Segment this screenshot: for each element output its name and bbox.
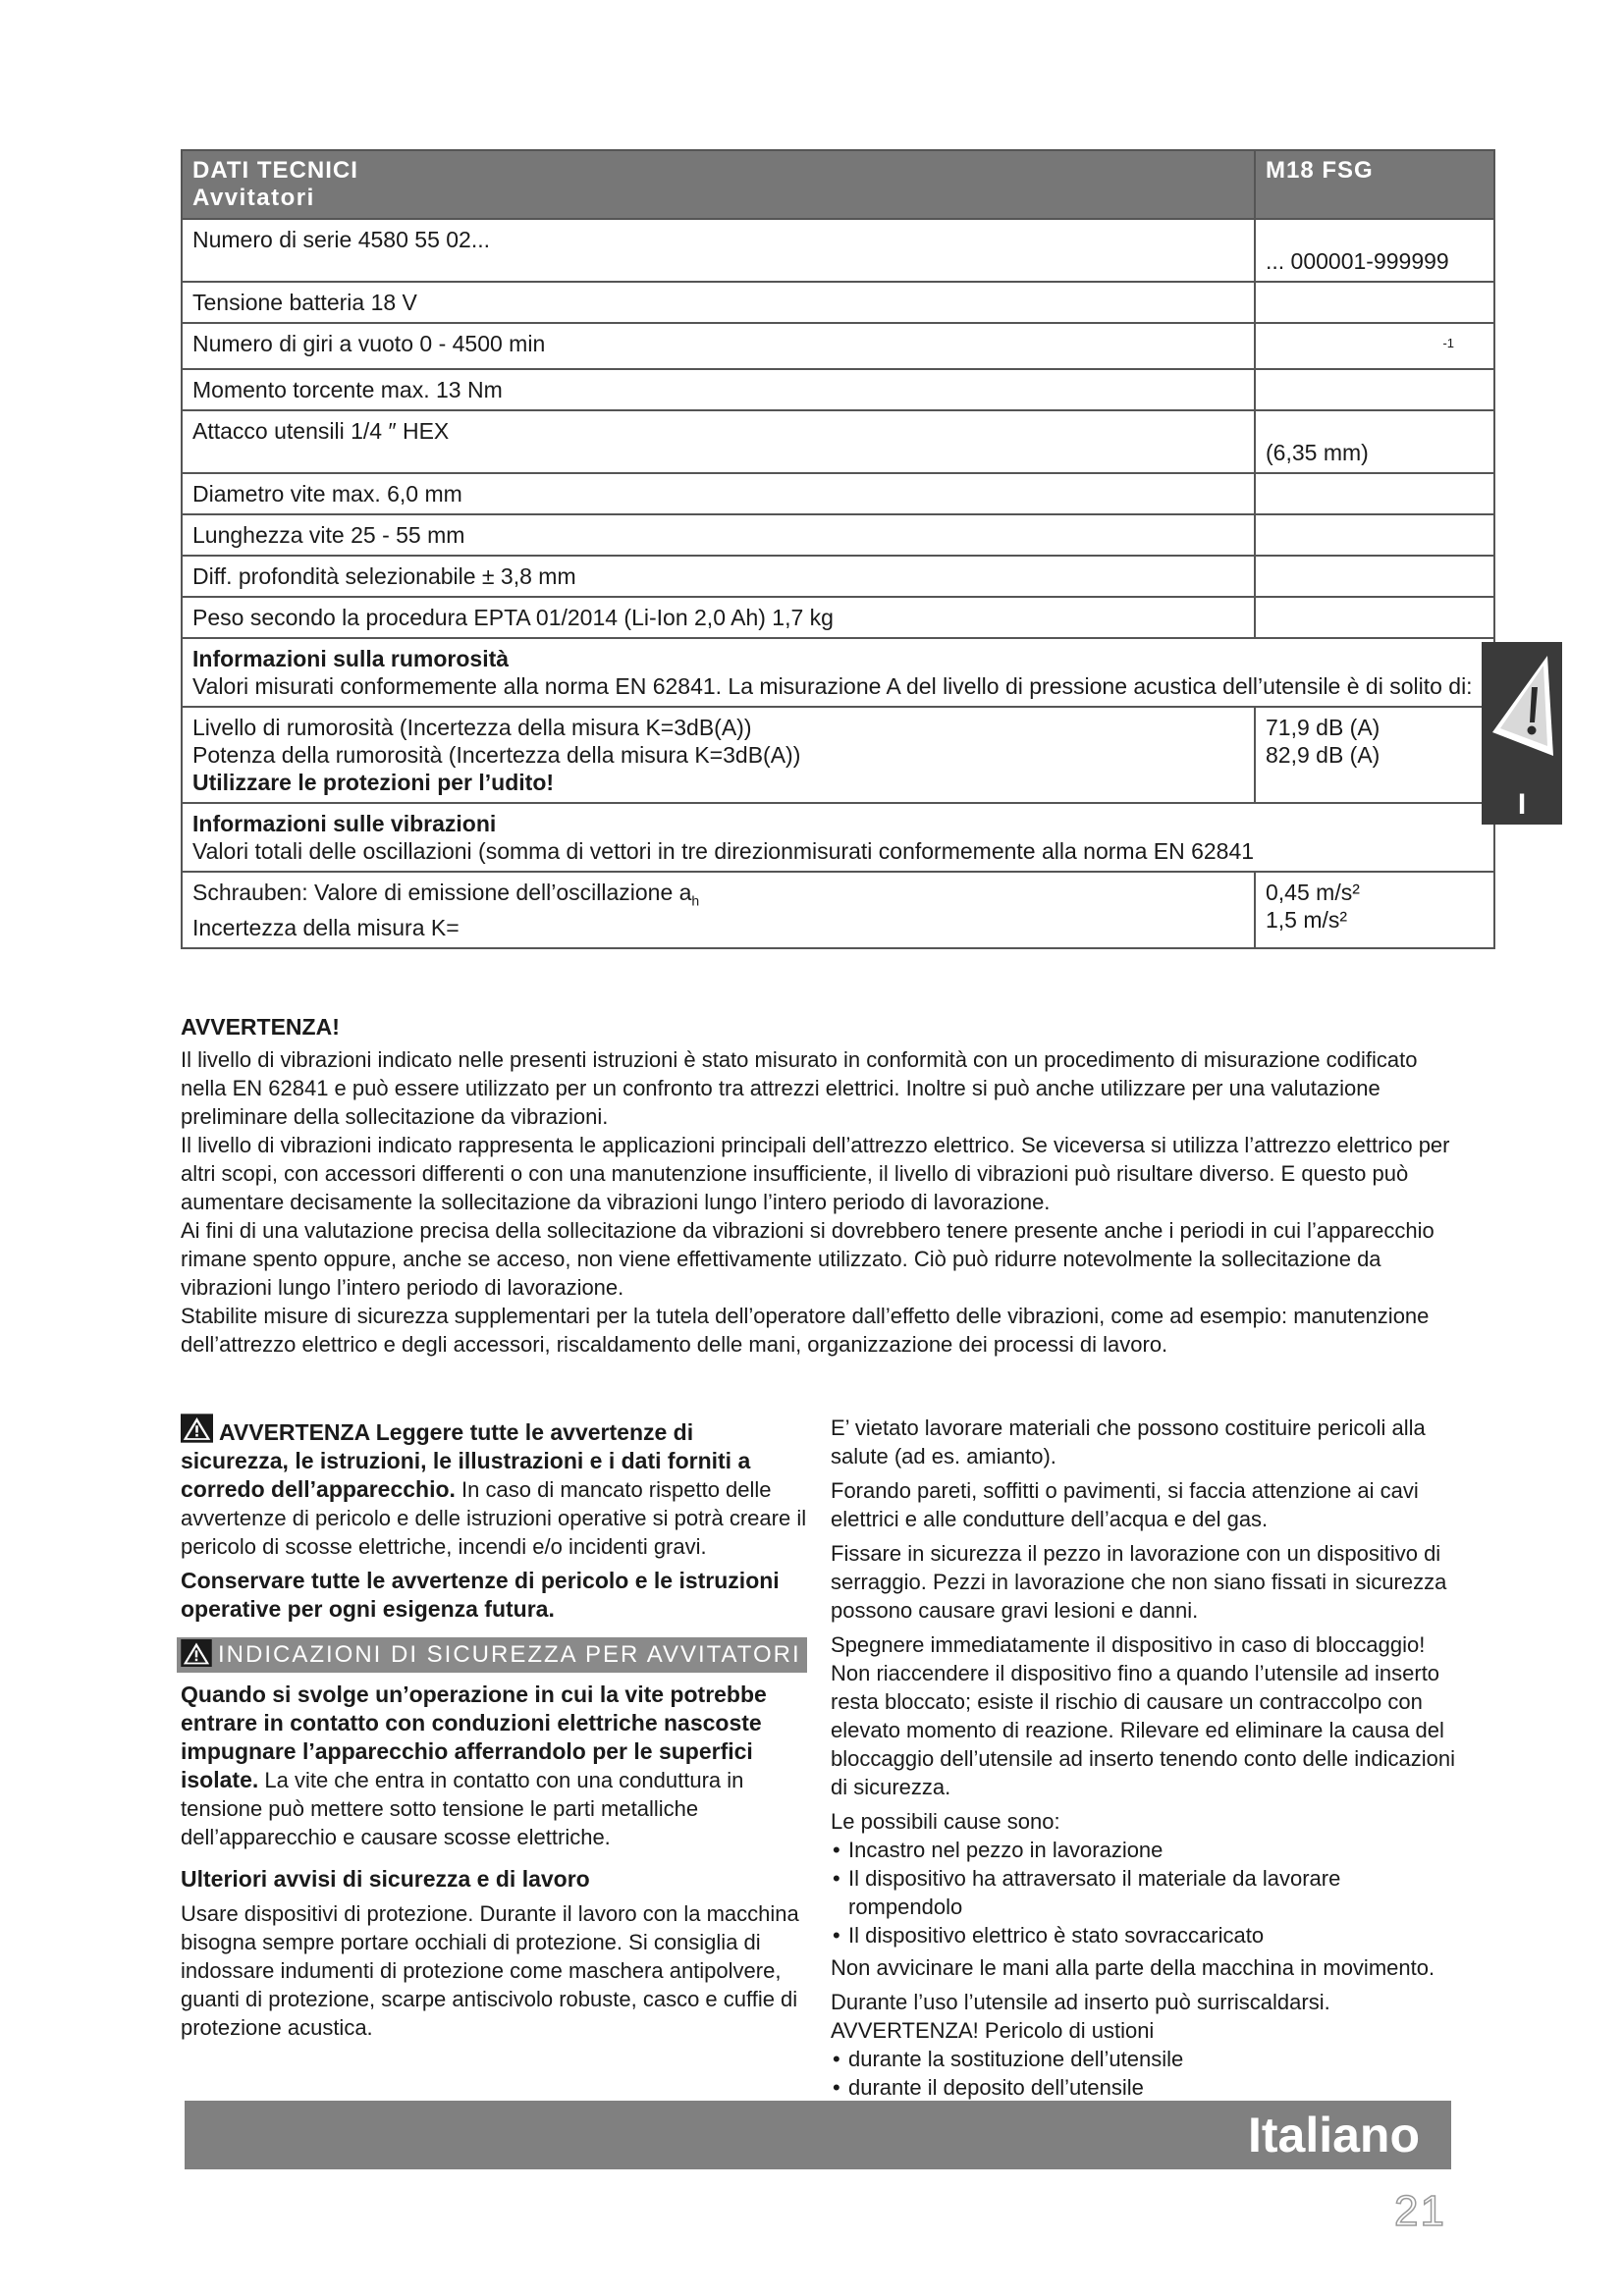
row-value: -1: [1442, 336, 1454, 350]
noise-desc-row: [182, 638, 1494, 707]
causes-intro: Le possibili cause sono:: [831, 1809, 1060, 1834]
noise-values-row: [182, 707, 1494, 803]
table-row: [182, 597, 1494, 638]
row-value: ... 000001-999999: [1255, 219, 1494, 282]
warning-paragraph: Il livello di vibrazioni indicato rappresenta le applicazioni principali dell’attrezzo elettrico. Se viceversa si utilizza l’attrezzo elettrico per altri scopi, con accessori differenti o con una manutenzione insufficiente, il livello di vibrazioni può risultare diverso. E questo può aumentare decisamente la sollecitazione da vibrazioni lungo l’intero periodo di lavorazione.: [181, 1133, 1450, 1214]
row-label: Lunghezza vite 25 - 55 mm: [182, 514, 1255, 556]
keep-instructions: Conservare tutte le avvertenze di pericolo e le istruzioni operative per ogni esigenza futura.: [181, 1568, 780, 1622]
row-label: Attacco utensili 1/4 ″ HEX: [182, 410, 1255, 473]
table-title: DATI TECNICI: [192, 157, 358, 184]
row-value: [1255, 473, 1494, 514]
vibration-warning: [181, 1013, 1452, 1359]
row-label: Momento torcente max. 13 Nm: [182, 369, 1255, 410]
vibration-uncertainty-value: 1,5 m/s²: [1266, 906, 1348, 933]
table-row: [182, 410, 1494, 473]
table-subtitle: Avvitatori: [192, 185, 315, 211]
paragraph: E’ vietato lavorare materiali che possono costituire pericoli alla salute (ad es. amianto).: [831, 1415, 1426, 1468]
footer-bar: [185, 2101, 1451, 2169]
vibration-desc: Valori totali delle oscillazioni (somma di vettori in tre direzionmisurati conformemente alla norma EN 62841: [192, 837, 1255, 864]
paragraph: Fissare in sicurezza il pezzo in lavorazione con un dispositivo di serraggio. Pezzi in lavorazione che non siano fissati in sicurezza possono causare gravi lesioni e danni.: [831, 1541, 1447, 1623]
right-column: [831, 1414, 1459, 2106]
causes-list: [831, 1836, 1459, 1949]
vibration-uncertainty-label: Incertezza della misura K=: [192, 915, 460, 941]
vibration-desc-row: [182, 803, 1494, 872]
page-number: 21: [1394, 2187, 1446, 2235]
row-label: Numero di serie 4580 55 02...: [182, 219, 1255, 282]
table-row: [182, 369, 1494, 410]
paragraph: Spegnere immediatamente il dispositivo in caso di bloccaggio! Non riaccendere il dispositivo fino a quando l’utensile ad inserto resta bloccato; esiste il rischio di causare un contraccolpo con elevato momento di reazione. Rilevare ed eliminare la causa del bloccaggio dell’utensile ad inserto tenendo conto delle indicazioni di sicurezza.: [831, 1632, 1455, 1799]
table-header-row: [182, 150, 1494, 219]
row-value: [1255, 369, 1494, 410]
safety-instruction: [181, 1681, 807, 1851]
safety-section-band: [177, 1637, 807, 1673]
list-item: • Incastro nel pezzo in lavorazione: [831, 1836, 1459, 1864]
vibration-values-row: [182, 872, 1494, 949]
general-warning-text: In caso di mancato rispetto delle avvertenze di pericolo e delle istruzioni operative si potrà creare il pericolo di scosse elettriche, incendi e/o incidenti gravi.: [181, 1477, 807, 1559]
protection-paragraph: Usare dispositivi di protezione. Durante il lavoro con la macchina bisogna sempre portare occhiali di protezione. Si consiglia di indossare indumenti di protezione come maschera antipolvere, guanti di protezione, scarpe antiscivolo robuste, casco e cuffie di protezione acustica.: [181, 1901, 799, 2040]
table-model: M18 FSG: [1255, 150, 1494, 219]
ear-protection-note: Utilizzare le protezioni per l’udito!: [192, 769, 555, 795]
table-row: [182, 323, 1494, 369]
table-row: [182, 282, 1494, 323]
row-label: Numero di giri a vuoto 0 - 4500 min: [182, 323, 1255, 369]
safety-bold: Quando si svolge un’operazione in cui la vite potrebbe entrare in contatto con conduzioni elettriche nascoste impugnare l’apparecchio afferrandolo per le superfici isolate.: [181, 1682, 767, 1792]
warning-triangle-icon: [181, 1639, 212, 1667]
table-row: [182, 473, 1494, 514]
table-row: [182, 556, 1494, 597]
table-row: [182, 514, 1494, 556]
row-value: [1255, 556, 1494, 597]
vibration-subscript: h: [691, 892, 700, 909]
row-value: [1255, 514, 1494, 556]
table-row: [182, 219, 1494, 282]
warning-paragraph: Ai fini di una valutazione precisa della sollecitazione da vibrazioni si dovrebbero tenere presente anche i periodi in cui l’apparecchio rimane spento oppure, anche se acceso, non viene effettivamente utilizzato. Ciò può ridurre notevolmente la sollecitazione da vibrazioni lungo l’intero periodo di lavorazione.: [181, 1218, 1435, 1300]
warning-exclamation-icon: [1489, 648, 1557, 764]
paragraph: Durante l’uso l’utensile ad inserto può surriscaldarsi.: [831, 1990, 1330, 2014]
noise-power-value: 82,9 dB (A): [1266, 741, 1380, 768]
noise-title: Informazioni sulla rumorosità: [192, 645, 510, 671]
noise-desc: Valori misurati conformemente alla norma EN 62841. La misurazione A del livello di pressione acustica dell’utensile è di solito di:: [192, 672, 1473, 699]
row-value: [1255, 597, 1494, 638]
table-header-cell: [182, 150, 1255, 219]
language-letter: I: [1517, 788, 1527, 821]
general-warning-bold: AVVERTENZA Leggere tutte le avvertenze di sicurezza, le istruzioni, le illustrazioni e i dati forniti a corredo dell’apparecchio.: [181, 1419, 751, 1502]
row-label: Peso secondo la procedura EPTA 01/2014 (Li-Ion 2,0 Ah) 1,7 kg: [182, 597, 1255, 638]
paragraph: Forando pareti, soffitti o pavimenti, si faccia attenzione ai cavi elettrici e alle condutture dell’acqua e del gas.: [831, 1478, 1419, 1531]
vibration-emission-label: Schrauben: Valore di emissione dell’oscillazione a: [192, 879, 692, 905]
left-column: [181, 1414, 807, 2048]
row-label: Tensione batteria 18 V: [182, 282, 1255, 323]
noise-power-label: Potenza della rumorosità (Incertezza della misura K=3dB(A)): [192, 741, 801, 768]
list-item: • Il dispositivo ha attraversato il materiale da lavorare rompendolo: [831, 1864, 1459, 1921]
warning-heading: AVVERTENZA!: [181, 1014, 340, 1040]
footer-language: Italiano: [1247, 2108, 1420, 2163]
burn-warning: AVVERTENZA! Pericolo di ustioni: [831, 2018, 1155, 2043]
noise-level-value: 71,9 dB (A): [1266, 714, 1380, 740]
safety-section-title: INDICAZIONI DI SICUREZZA PER AVVITATORI: [218, 1641, 801, 1668]
list-item: • durante il deposito dell’utensile: [831, 2073, 1459, 2102]
list-item: • durante la sostituzione dell’utensile: [831, 2045, 1459, 2073]
burn-list: [831, 2045, 1459, 2102]
warning-paragraph: Il livello di vibrazioni indicato nelle presenti istruzioni è stato misurato in conformità con un procedimento di misurazione codificato nella EN 62841 e può essere utilizzato per un confronto tra attrezzi elettrici. Inoltre si può anche utilizzare per una valutazione preliminare della sollecitazione da vibrazioni.: [181, 1047, 1418, 1129]
row-value: [1255, 282, 1494, 323]
row-label: Diametro vite max. 6,0 mm: [182, 473, 1255, 514]
row-label: Diff. profondità selezionabile ± 3,8 mm: [182, 556, 1255, 597]
noise-level-label: Livello di rumorosità (Incertezza della misura K=3dB(A)): [192, 714, 752, 740]
tech-data-table: [181, 149, 1495, 949]
warning-paragraph: Stabilite misure di sicurezza supplementari per la tutela dell’operatore dall’effetto delle vibrazioni, come ad esempio: manutenzione dell’attrezzo elettrico e degli accessori, riscaldamento delle mani, organizzazione dei processi di lavoro.: [181, 1304, 1430, 1357]
further-warnings-heading: Ulteriori avvisi di sicurezza e di lavoro: [181, 1866, 590, 1892]
general-warning: [181, 1414, 807, 1561]
safety-text: La vite che entra in contatto con una conduttura in tensione può mettere sotto tensione le parti metalliche dell’apparecchio e causare scosse elettriche.: [181, 1768, 744, 1849]
row-value: (6,35 mm): [1255, 410, 1494, 473]
paragraph: Non avvicinare le mani alla parte della macchina in movimento.: [831, 1955, 1435, 1980]
list-item: • Il dispositivo elettrico è stato sovraccaricato: [831, 1921, 1459, 1949]
vibration-emission-value: 0,45 m/s²: [1266, 879, 1360, 905]
warning-triangle-icon: [181, 1414, 213, 1443]
vibration-title: Informazioni sulle vibrazioni: [192, 810, 497, 836]
